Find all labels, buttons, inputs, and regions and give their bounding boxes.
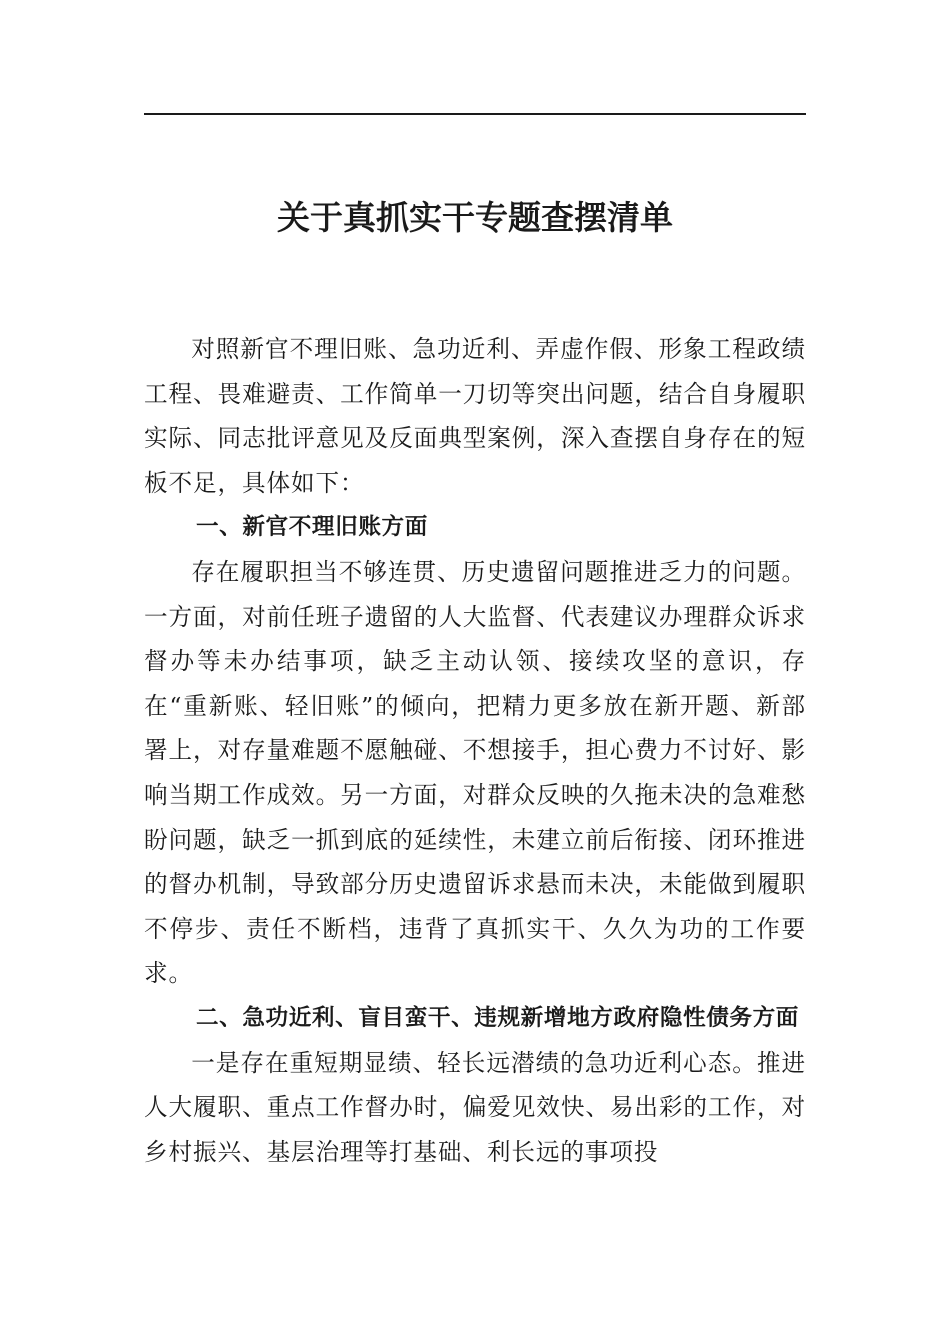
section-paragraph: 一是存在重短期显绩、轻长远潜绩的急功近利心态。推进人大履职、重点工作督办时，偏爱见效快、易出彩的工作，对乡村振兴、基层治理等打基础、利长远的事项投 [144,1048,806,1166]
section-heading: 一、新官不理旧账方面 [195,514,428,541]
document-body [144,327,806,1174]
section-paragraph: 存在履职担当不够连贯、历史遗留问题推进乏力的问题。一方面，对前任班子遗留的人大监督、代表建议办理群众诉求督办等未办结事项，缺乏主动认领、接续攻坚的意识，存在“重新账、轻旧账”的倾向，把精力更多放在新开题、新部署上，对存量难题不愿触碰、不想接手，担心费力不讨好、影响当期工作成效。另一方面，对群众反映的久拖未决的急难愁盼问题，缺乏一抓到底的延续性，未建立前后衔接、闭环推进的督办机制，导致部分历史遗留诉求悬而未决，未能做到履职不停步、责任不断档，违背了真抓实干、久久为功的工作要求。 [144,557,806,988]
intro-paragraph: 对照新官不理旧账、急功近利、弄虚作假、形象工程政绩工程、畏难避责、工作简单一刀切等突出问题，结合自身履职实际、同志批评意见及反面典型案例，深入查摆自身存在的短板不足，具体如下： [144,335,806,497]
section-heading: 二、急功近利、盲目蛮干、违规新增地方政府隐性债务方面 [195,1004,800,1031]
header-rule [144,113,806,115]
document-title: 关于真抓实干专题查摆清单 [277,198,673,237]
